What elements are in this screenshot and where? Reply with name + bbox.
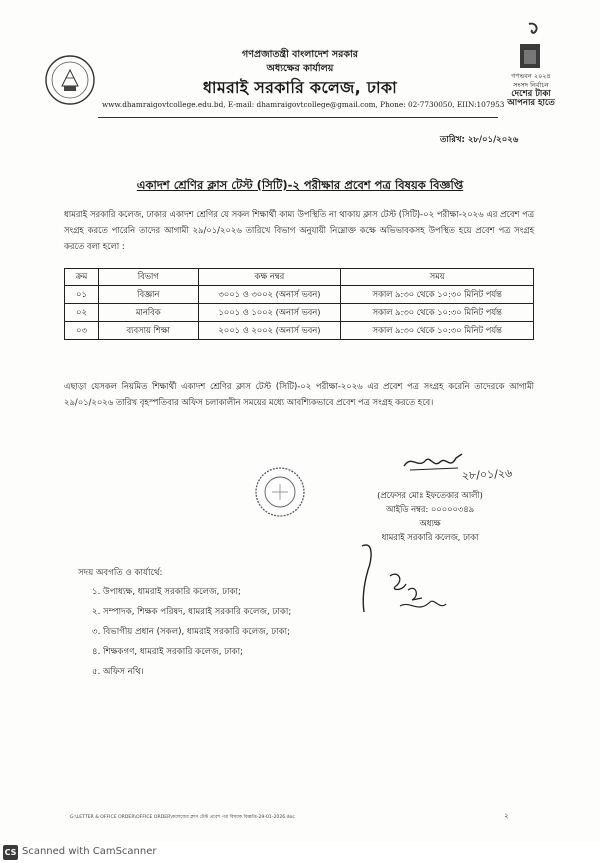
signer-name: (প্রফেসর মোঃ ইফতেকার আলী) — [377, 490, 483, 500]
cell-department: মানবিক — [98, 304, 198, 322]
notice-paragraph-2: এছাড়া যেসকল নিয়মিত শিক্ষার্থী একাদশ শ্রেণির ক্লাস টেস্ট (সিটি)-০২ পরীক্ষা-২০২৬ এর প্রবেশ পত্র সংগ্রহ করেনি তাদেরকে আগামী ২৯/০১/২০২৬ তারিখ বৃহস্পতিবার অফিস চলাকালীন সময়ের মধ্যে আবশ্যিকভাবে প্রবেশ পত্র সংগ্রহ করতে হবে। — [64, 381, 534, 407]
table-header-row — [65, 269, 534, 286]
cc-list — [92, 582, 291, 682]
table-row — [65, 322, 534, 340]
cell-room: ১০০১ ও ১০০২ (অনার্স ভবন) — [198, 304, 341, 322]
signer-designation: অধ্যক্ষ — [419, 518, 441, 528]
cell-room: ৩০০১ ও ৩০০২ (অনার্স ভবন) — [198, 286, 341, 304]
header-department: বিভাগ — [98, 269, 198, 286]
cell-serial: ০২ — [65, 304, 99, 322]
cell-room: ২০০১ ও ২০০২ (অনার্স ভবন) — [198, 322, 341, 340]
list-item: ১. উপাধ্যক্ষ, ধামরাই সরকারি কলেজ, ঢাকা; — [92, 587, 241, 597]
scanner-watermark-text: Scanned with CamScanner — [22, 846, 157, 857]
table-row — [65, 304, 534, 322]
government-line: গণপ্রজাতন্ত্রী বাংলাদেশ সরকার — [242, 49, 358, 60]
signer-id: আইডি নম্বর: ০০০০০৩৪৯ — [385, 504, 475, 514]
table-row — [65, 286, 534, 304]
header-divider — [98, 117, 498, 118]
header-serial: ক্রম — [65, 269, 99, 286]
cell-time: সকাল ৯:৩০ থেকে ১০:৩০ মিনিট পর্যন্ত — [341, 304, 534, 322]
badge-line-3: দেশের টাকা — [511, 89, 551, 99]
cell-time: সকাল ৯:৩০ থেকে ১০:৩০ মিনিট পর্যন্ত — [341, 286, 534, 304]
badge-line-4: আপনার হাতে — [507, 98, 555, 108]
notice-paragraph-1: ধামরাই সরকারি কলেজ, ঢাকার একাদশ শ্রেণির যে সকল শিক্ষার্থী কাম্য উপস্থিতি না থাকায় ক্লাস টেস্ট (সিটি)-০২ পরীক্ষা-২০২৬ এর প্রবেশ পত্র সংগ্রহ করতে পারেনি তাদের আগামী ২৯/০১/২০২৬ তারিখে বিভাগ অনুযায়ী নিম্নোক্ত কক্ষে অভিভাবকসহ উপস্থিত হয়ে প্রবেশ পত্র সংগ্রহ করতে বলা হলো : — [64, 209, 534, 251]
camscanner-logo-icon: CS — [3, 845, 18, 860]
cell-serial: ০৩ — [65, 322, 99, 340]
commemorative-badge — [500, 72, 562, 108]
cell-time: সকাল ৯:৩০ থেকে ১০:৩০ মিনিট পর্যন্ত — [341, 322, 534, 340]
file-path-footer: G:\LETTER & OFFICE ORDER\OFFICE ORDER\কলেজের ক্লাস টেস্ট প্রবেশ পত্র বিষয়ক বিজ্ঞপ্তি-29-01-2026.doc — [70, 815, 295, 820]
handwritten-initial-icon — [360, 540, 450, 630]
list-item: ৫. অফিস নথি। — [92, 667, 144, 677]
header-room: কক্ষ নম্বর — [198, 269, 341, 286]
notice-date: তারিখ: ২৮/০১/২০২৬ — [440, 135, 519, 145]
cell-department: বিজ্ঞান — [98, 286, 198, 304]
header-time: সময় — [341, 269, 534, 286]
schedule-table — [64, 268, 534, 340]
signer-block — [330, 488, 530, 544]
badge-line-2: সংসদ নির্বাচন — [513, 81, 549, 89]
signature-scribble-icon — [400, 448, 470, 478]
handwritten-date: ২৮/০১/২৬ — [461, 466, 513, 483]
office-line: অধ্যক্ষের কার্যালয় — [266, 63, 334, 74]
cell-department: ব্যবসায় শিক্ষা — [98, 322, 198, 340]
college-name: ধামরাই সরকারি কলেজ, ঢাকা — [202, 78, 398, 97]
signer-college: ধামরাই সরকারি কলেজ, ঢাকা — [381, 532, 479, 542]
list-item: ৪. শিক্ষকগণ, ধামরাই সরকারি কলেজ, ঢাকা; — [92, 647, 243, 657]
cc-heading: সদয় অবগতি ও কার্যার্থে: — [78, 568, 163, 578]
page-number: ২ — [504, 812, 509, 820]
office-seal-icon — [254, 466, 306, 518]
list-item: ২. সম্পাদক, শিক্ষক পরিষদ, ধামরাই সরকারি কলেজ, ঢাকা; — [92, 607, 292, 617]
notice-title: একাদশ শ্রেণির ক্লাস টেস্ট (সিটি)-২ পরীক্ষার প্রবেশ পত্র বিষয়ক বিজ্ঞপ্তি — [136, 178, 464, 192]
list-item: ৩. বিভাগীয় প্রধান (সকল), ধামরাই সরকারি কলেজ, ঢাকা; — [92, 627, 291, 637]
contact-line: www.dhamraigovtcollege.edu.bd, E-mail: dhamraigovtcollege@gmail.com, Phone: 02-7730050, EIIN:107953 — [102, 100, 505, 109]
commemorative-emblem-icon — [515, 20, 545, 72]
badge-line-1: গণভবন ২০২৪ — [511, 72, 551, 80]
cell-serial: ০১ — [65, 286, 99, 304]
